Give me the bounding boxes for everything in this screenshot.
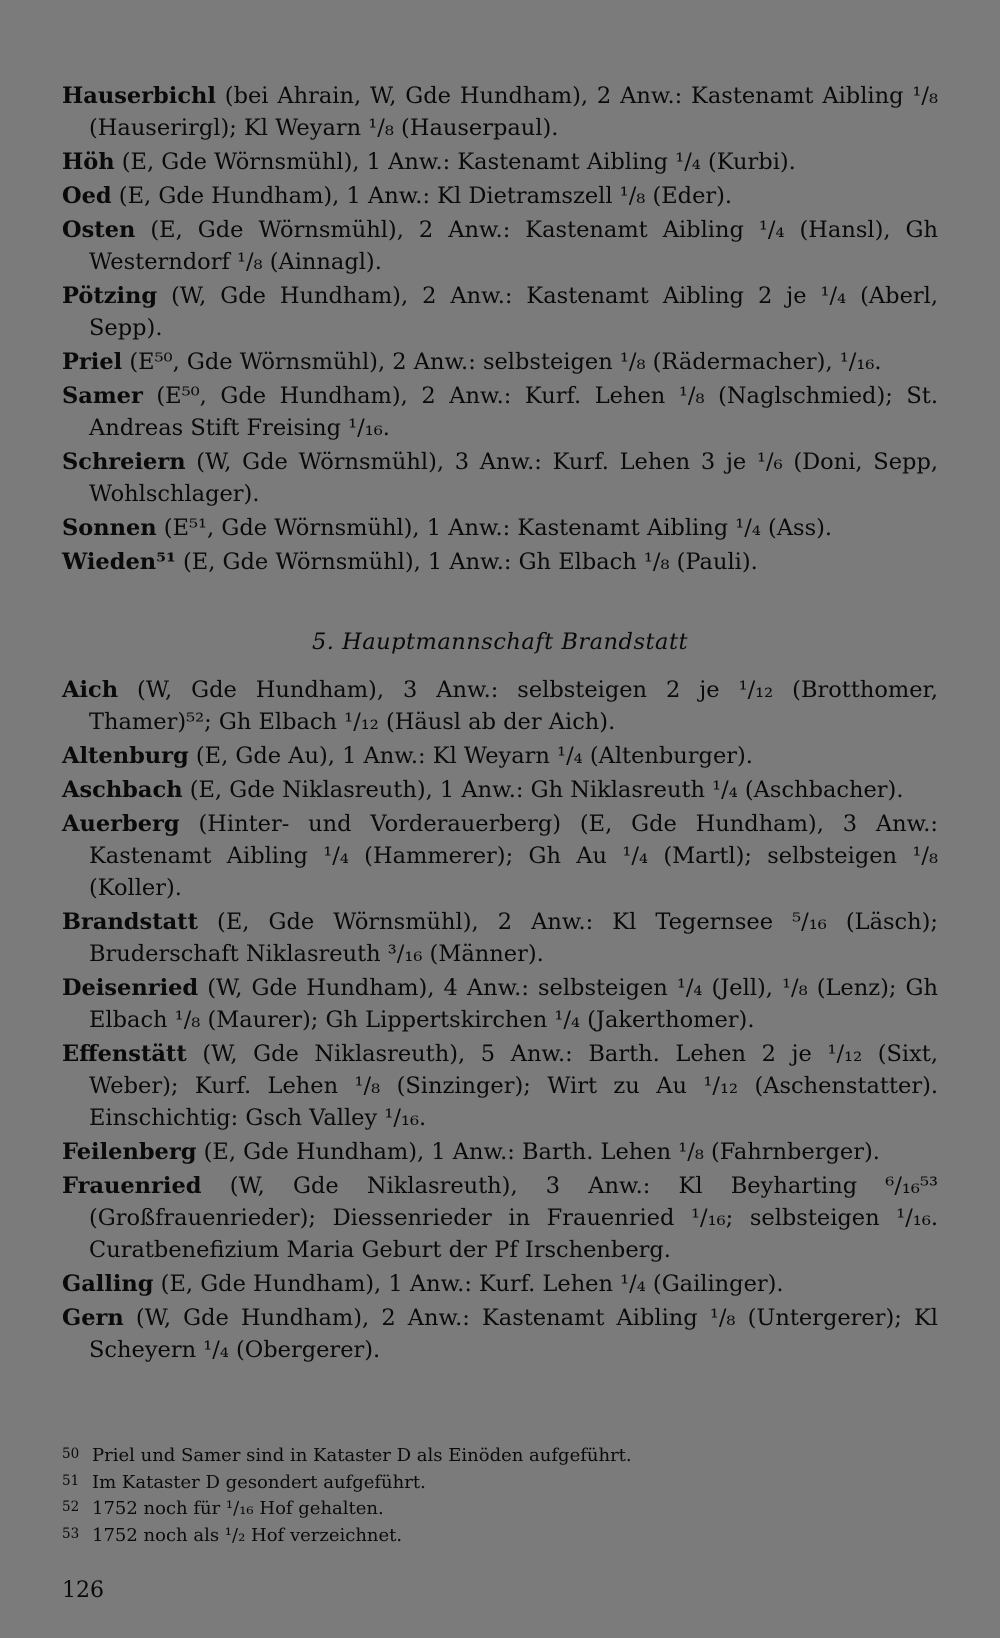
- place-entry: [62, 1302, 938, 1366]
- footnote-number: 52: [62, 1499, 80, 1515]
- place-entry: [62, 808, 938, 904]
- entries-part-1: [62, 80, 938, 578]
- footnote-number: 50: [62, 1446, 80, 1462]
- footnote: [62, 1495, 938, 1522]
- place-entry: [62, 346, 938, 378]
- place-description: (E, Gde Wörnsmühl), 2 Anw.: Kastenamt Aibling ¹/₄ (Hansl), Gh Westerndorf ¹/₈ (Ainnagl).: [89, 217, 938, 275]
- place-name: Oed: [62, 183, 112, 209]
- footnote: [62, 1442, 938, 1469]
- footnote: [62, 1469, 938, 1496]
- place-entry: [62, 512, 938, 544]
- place-name: Frauenried: [62, 1173, 202, 1199]
- place-description: (W, Gde Hundham), 3 Anw.: selbsteigen 2 je ¹/₁₂ (Brotthomer, Thamer)⁵²; Gh Elbach ¹/₁₂ (Häusl ab der Aich).: [89, 677, 938, 735]
- place-name: Effenstätt: [62, 1041, 187, 1067]
- place-name: Galling: [62, 1271, 154, 1297]
- place-description: (W, Gde Wörnsmühl), 3 Anw.: Kurf. Lehen 3 je ¹/₆ (Doni, Sepp, Wohlschlager).: [89, 449, 938, 507]
- footnote-number: 51: [62, 1472, 80, 1489]
- place-description: (E⁵⁰, Gde Hundham), 2 Anw.: Kurf. Lehen ¹/₈ (Naglschmied); St. Andreas Stift Freising ¹/₁₆.: [89, 383, 938, 441]
- place-entry: [62, 1038, 938, 1134]
- place-entry: [62, 1170, 938, 1266]
- place-name: Brandstatt: [62, 909, 198, 935]
- place-description: (W, Gde Hundham), 2 Anw.: Kastenamt Aibling ¹/₈ (Untergerer); Kl Scheyern ¹/₄ (Obergerer).: [89, 1305, 938, 1363]
- place-entry: [62, 146, 938, 178]
- place-description: (E, Gde Hundham), 1 Anw.: Kl Dietramszell ¹/₈ (Eder).: [111, 183, 733, 209]
- place-name: Deisenried: [62, 975, 199, 1001]
- place-description: (W, Gde Hundham), 4 Anw.: selbsteigen ¹/₄ (Jell), ¹/₈ (Lenz); Gh Elbach ¹/₈ (Maurer); Gh Lippertskirchen ¹/₄ (Jakerthomer).: [89, 975, 938, 1033]
- place-name: Altenburg: [62, 743, 189, 769]
- place-entry: [62, 546, 938, 578]
- place-entry: [62, 972, 938, 1036]
- place-name: Aschbach: [62, 777, 183, 803]
- place-description: (E, Gde Au), 1 Anw.: Kl Weyarn ¹/₄ (Altenburger).: [188, 743, 753, 769]
- footnotes: [62, 1442, 938, 1548]
- place-name: Wieden⁵¹: [62, 549, 176, 575]
- place-entry: [62, 380, 938, 444]
- footnote: [62, 1522, 938, 1549]
- place-name: Gern: [62, 1305, 124, 1331]
- place-description: (E, Gde Niklasreuth), 1 Anw.: Gh Niklasreuth ¹/₄ (Aschbacher).: [182, 777, 904, 803]
- main-text: [62, 80, 938, 1368]
- entries-part-2: [62, 674, 938, 1366]
- place-name: Höh: [62, 149, 115, 175]
- footnote-text: 1752 noch als ¹/₂ Hof verzeichnet.: [92, 1524, 403, 1546]
- place-description: (E⁵¹, Gde Wörnsmühl), 1 Anw.: Kastenamt Aibling ¹/₄ (Ass).: [156, 515, 833, 541]
- place-entry: [62, 1268, 938, 1300]
- place-description: (E, Gde Hundham), 1 Anw.: Barth. Lehen ¹/₈ (Fahrnberger).: [196, 1139, 880, 1165]
- place-name: Auerberg: [62, 811, 180, 837]
- place-name: Feilenberg: [62, 1139, 197, 1165]
- place-entry: [62, 906, 938, 970]
- place-name: Schreiern: [62, 449, 186, 475]
- footnote-text: Im Kataster D gesondert aufgeführt.: [92, 1471, 426, 1493]
- place-name: Aich: [62, 677, 119, 703]
- place-entry: [62, 674, 938, 738]
- place-entry: [62, 280, 938, 344]
- place-description: (E, Gde Hundham), 1 Anw.: Kurf. Lehen ¹/₄ (Gailinger).: [153, 1271, 784, 1297]
- footnote-text: Priel und Samer sind in Kataster D als Einöden aufgeführt.: [92, 1445, 632, 1466]
- place-name: Hauserbichl: [62, 83, 216, 109]
- place-description: (E, Gde Wörnsmühl), 1 Anw.: Gh Elbach ¹/₈ (Pauli).: [175, 549, 758, 575]
- place-name: Samer: [62, 383, 143, 409]
- place-name: Priel: [62, 349, 123, 375]
- page-number: 126: [62, 1578, 104, 1603]
- place-name: Pötzing: [62, 283, 158, 309]
- place-description: (bei Ahrain, W, Gde Hundham), 2 Anw.: Kastenamt Aibling ¹/₈ (Hauserirgl); Kl Weyarn ¹/₈ (Hauserpaul).: [89, 83, 938, 141]
- place-entry: [62, 180, 938, 212]
- place-name: Sonnen: [62, 515, 157, 541]
- place-entry: [62, 774, 938, 806]
- place-entry: [62, 1136, 938, 1168]
- footnote-number: 53: [62, 1525, 80, 1542]
- footnote-text: 1752 noch für ¹/₁₆ Hof gehalten.: [92, 1498, 384, 1519]
- section-heading: 5. Hauptmannschaft Brandstatt: [311, 629, 689, 655]
- place-description: (E, Gde Wörnsmühl), 2 Anw.: Kl Tegernsee ⁵/₁₆ (Läsch); Bruderschaft Niklasreuth ³/₁₆ (Männer).: [89, 909, 938, 967]
- place-entry: [62, 446, 938, 510]
- place-description: (W, Gde Hundham), 2 Anw.: Kastenamt Aibling 2 je ¹/₄ (Aberl, Sepp).: [89, 283, 938, 341]
- place-entry: [62, 214, 938, 278]
- place-description: (E, Gde Wörnsmühl), 1 Anw.: Kastenamt Aibling ¹/₄ (Kurbi).: [114, 149, 796, 175]
- place-description: (E⁵⁰, Gde Wörnsmühl), 2 Anw.: selbsteigen ¹/₈ (Rädermacher), ¹/₁₆.: [122, 349, 882, 375]
- place-description: (Hinter- und Vorderauerberg) (E, Gde Hundham), 3 Anw.: Kastenamt Aibling ¹/₄ (Hammerer); Gh Au ¹/₄ (Martl); selbsteigen ¹/₈ (Koller).: [89, 811, 938, 901]
- place-entry: [62, 740, 938, 772]
- place-entry: [62, 80, 938, 144]
- place-description: (W, Gde Niklasreuth), 5 Anw.: Barth. Lehen 2 je ¹/₁₂ (Sixt, Weber); Kurf. Lehen ¹/₈ (Sinzinger); Wirt zu Au ¹/₁₂ (Aschenstatter). Einschichtig: Gsch Valley ¹/₁₆.: [89, 1041, 938, 1131]
- place-description: (W, Gde Niklasreuth), 3 Anw.: Kl Beyharting ⁶/₁₆⁵³ (Großfrauenrieder); Diessenrieder in Frauenried ¹/₁₆; selbsteigen ¹/₁₆. Curatbenefizium Maria Geburt der Pf Irschenberg.: [89, 1173, 938, 1263]
- place-name: Osten: [62, 217, 136, 243]
